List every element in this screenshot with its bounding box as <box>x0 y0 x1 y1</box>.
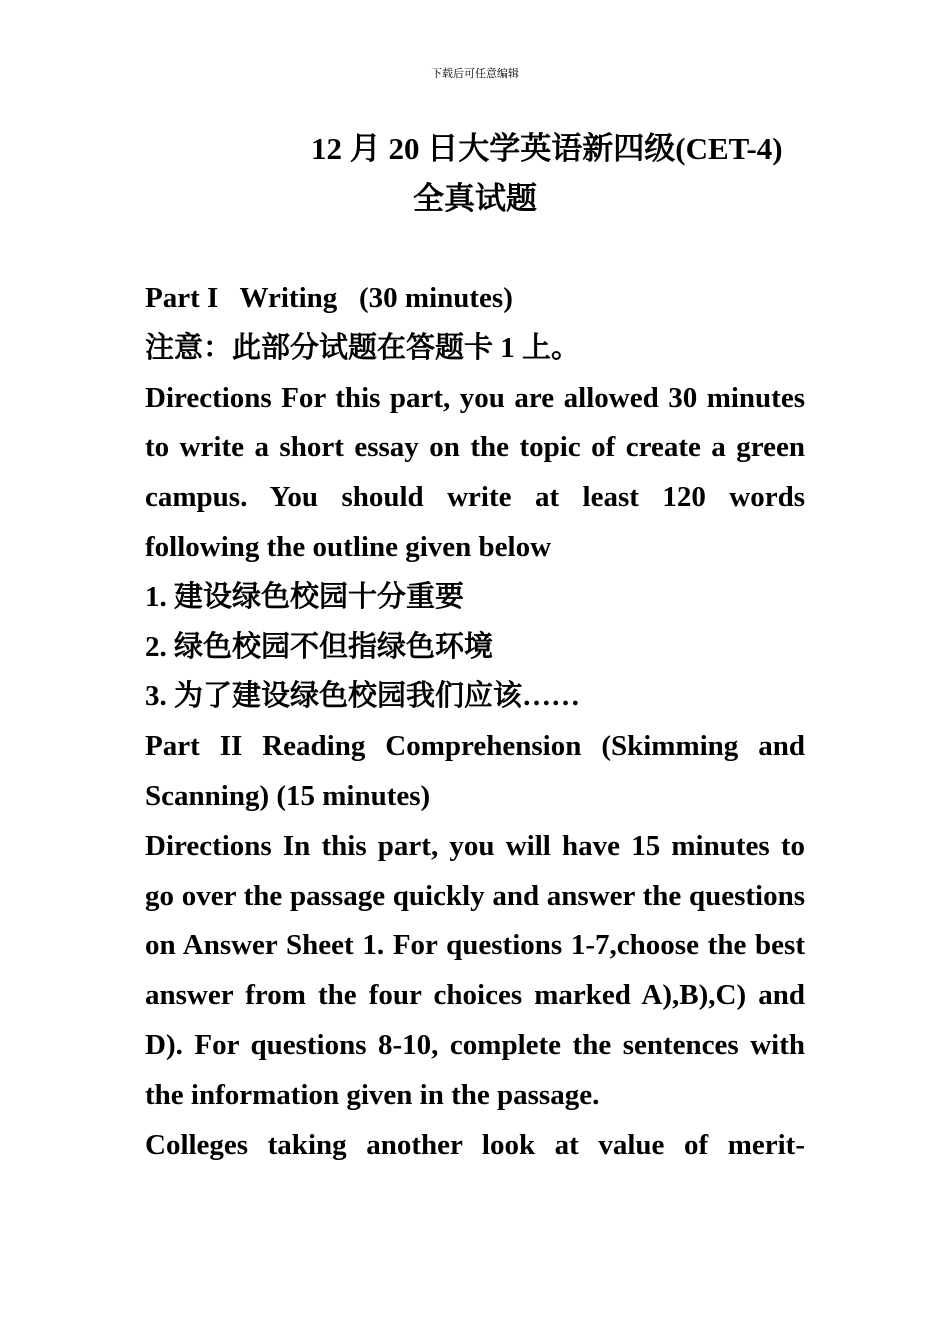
document-subtitle: 全真试题 <box>413 181 537 216</box>
part1-directions: Directions For this part, you are allowed 30 minutes to write a short essay on the topic of create a green campus. You should write at least 120 words following the outline given below <box>145 381 805 563</box>
part1-heading: Part I Writing (30 minutes) <box>145 282 513 314</box>
document-body <box>145 274 805 1170</box>
outline-item: 2. 绿色校园不但指绿色环境 <box>145 630 494 663</box>
part2-directions: Directions In this part, you will have 15 minutes to go over the passage quickly and answer the questions on Answer Sheet 1. For questions 1-7,choose the best answer from the four choices marked A),B),C) and D). For questions 8-10, complete the sentences with the information given in the passage. <box>145 829 805 1111</box>
part1-notice: 注意：此部分试题在答题卡 1 上。 <box>145 331 581 364</box>
passage-title: Colleges taking another look at value of merit- <box>145 1128 805 1161</box>
document-title: 12 月 20 日大学英语新四级(CET-4) <box>311 131 783 166</box>
outline-item: 1. 建设绿色校园十分重要 <box>145 580 465 613</box>
part2-heading: Part II Reading Comprehension (Skimming and Scanning) (15 minutes) <box>145 730 805 812</box>
header-note: 下载后可任意编辑 <box>431 67 519 80</box>
outline-item: 3. 为了建设绿色校园我们应该…… <box>145 680 581 713</box>
